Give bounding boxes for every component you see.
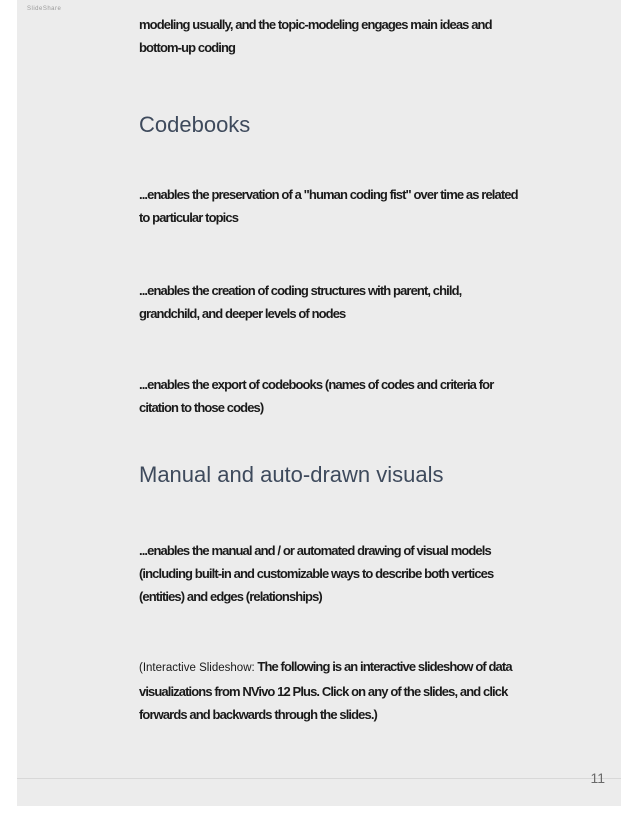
interactive-slideshow-note [139,655,519,726]
codebooks-paragraph-export: ...enables the export of codebooks (names of codes and criteria for citation to those codes) [139,377,494,415]
interactive-slideshow-text: The following is an interactive slideshow of data visualizations from NVivo 12 Plus. Click on any of the slides, and click forwards and backwards through the slides.) [139,659,512,722]
footer-divider [17,778,621,779]
corner-mark: SlideShare [27,6,62,12]
interactive-slideshow-prefix: (Interactive Slideshow: [139,662,255,674]
heading-codebooks: Codebooks [139,112,251,137]
codebooks-paragraph-preservation: ...enables the preservation of a "human coding fist" over time as related to particular topics [139,187,518,225]
visuals-paragraph-drawing: ...enables the manual and / or automated drawing of visual models (including built-in and customizable ways to describe both vertices (entities) and edges (relationships) [139,543,494,604]
page-number: 11 [590,770,605,786]
heading-visuals: Manual and auto-drawn visuals [139,462,444,487]
top-fragment-paragraph: modeling usually, and the topic-modeling engages main ideas and bottom-up coding [139,17,492,55]
document-page [17,0,621,806]
codebooks-paragraph-structures: ...enables the creation of coding structures with parent, child, grandchild, and deeper levels of nodes [139,283,462,321]
